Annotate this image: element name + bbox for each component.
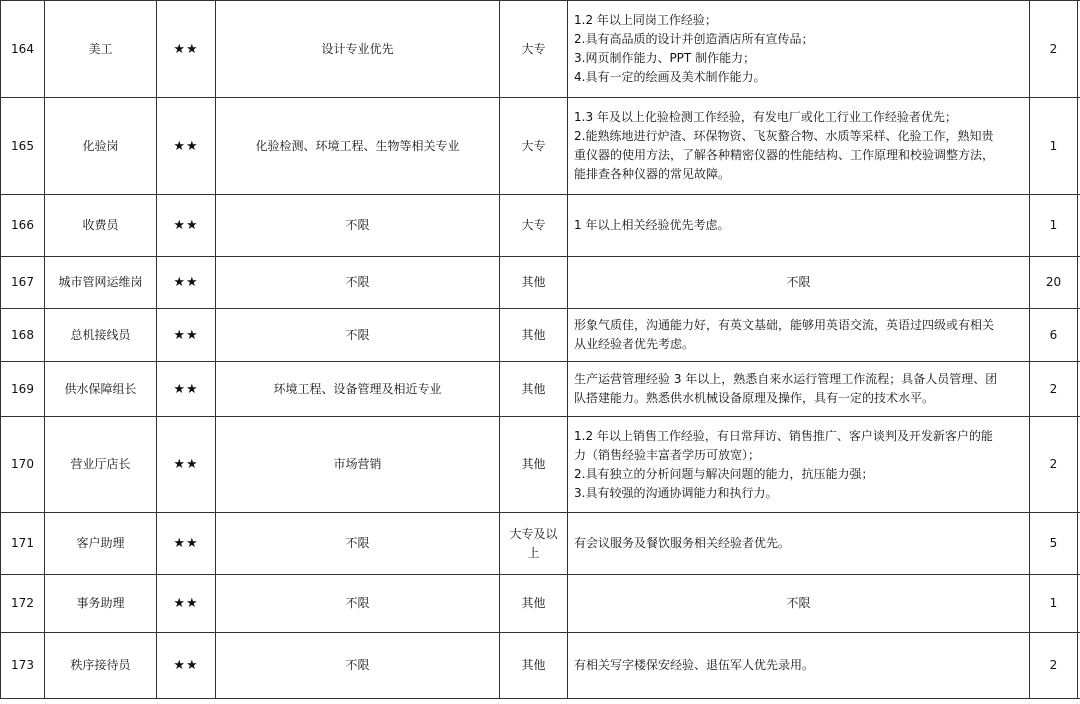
position-cell: 营业厅店长 bbox=[45, 417, 157, 513]
requirements-cell bbox=[568, 513, 1030, 575]
education-cell: 大专 bbox=[500, 195, 568, 257]
table-row bbox=[1, 309, 1080, 362]
job-table-body bbox=[1, 1, 1080, 699]
requirement-line: 1.3 年及以上化验检测工作经验，有发电厂或化工行业工作经验者优先； bbox=[574, 110, 957, 124]
requirements-cell bbox=[568, 1, 1030, 98]
row-id-cell: 171 bbox=[1, 513, 45, 575]
row-id-cell: 167 bbox=[1, 257, 45, 309]
requirement-line: 1 年以上相关经验优先考虑。 bbox=[574, 218, 730, 232]
requirement-line: 不限 bbox=[786, 596, 811, 610]
position-cell: 供水保障组长 bbox=[45, 362, 157, 417]
requirements-cell bbox=[568, 362, 1030, 417]
headcount-cell: 1 bbox=[1030, 575, 1078, 633]
requirement-line: 3.网页制作能力、PPT 制作能力； bbox=[574, 51, 756, 65]
row-id-cell: 170 bbox=[1, 417, 45, 513]
headcount-cell: 1 bbox=[1030, 195, 1078, 257]
headcount-cell: 6 bbox=[1030, 309, 1078, 362]
table-row bbox=[1, 1, 1080, 98]
rating-stars-cell: ★★ bbox=[157, 575, 216, 633]
education-cell: 其他 bbox=[500, 575, 568, 633]
requirements-cell bbox=[568, 633, 1030, 699]
headcount-cell: 2 bbox=[1030, 1, 1078, 98]
education-cell: 其他 bbox=[500, 257, 568, 309]
headcount-cell: 2 bbox=[1030, 633, 1078, 699]
row-id-cell: 165 bbox=[1, 98, 45, 195]
rating-stars-cell: ★★ bbox=[157, 257, 216, 309]
position-cell: 收费员 bbox=[45, 195, 157, 257]
headcount-cell: 5 bbox=[1030, 513, 1078, 575]
row-id-cell: 169 bbox=[1, 362, 45, 417]
requirement-line: 2.具有高品质的设计并创造酒店所有宣传品； bbox=[574, 32, 814, 46]
major-cell: 不限 bbox=[216, 633, 500, 699]
position-cell: 总机接线员 bbox=[45, 309, 157, 362]
headcount-cell: 20 bbox=[1030, 257, 1078, 309]
major-cell: 化验检测、环境工程、生物等相关专业 bbox=[216, 98, 500, 195]
requirements-cell bbox=[568, 195, 1030, 257]
major-cell: 不限 bbox=[216, 195, 500, 257]
requirement-line: 力（销售经验丰富者学历可放宽）； bbox=[574, 447, 761, 462]
requirement-line: 1.2 年以上销售工作经验，有日常拜访、销售推广、客户谈判及开发新客户的能 bbox=[574, 428, 993, 443]
major-cell: 不限 bbox=[216, 513, 500, 575]
headcount-cell: 2 bbox=[1030, 362, 1078, 417]
position-cell: 城市管网运维岗 bbox=[45, 257, 157, 309]
row-id-cell: 172 bbox=[1, 575, 45, 633]
requirement-line: 2.能熟练地进行炉渣、环保物资、飞灰螯合物、水质等采样、化验工作，熟知贵 bbox=[574, 129, 994, 143]
rating-stars-cell: ★★ bbox=[157, 513, 216, 575]
major-cell: 不限 bbox=[216, 309, 500, 362]
requirements-cell bbox=[568, 575, 1030, 633]
requirement-line: 队搭建能力。熟悉供水机械设备原理及操作，具有一定的技术水平。 bbox=[574, 391, 935, 405]
requirement-line: 重仪器的使用方法，了解各种精密仪器的性能结构、工作原理和校验调整方法， bbox=[574, 148, 995, 162]
major-cell: 不限 bbox=[216, 257, 500, 309]
major-cell: 设计专业优先 bbox=[216, 1, 500, 98]
table-row bbox=[1, 195, 1080, 257]
requirement-line: 有相关写字楼保安经验、退伍军人优先录用。 bbox=[574, 658, 815, 672]
requirements-cell bbox=[568, 309, 1030, 362]
rating-stars-cell: ★★ bbox=[157, 98, 216, 195]
rating-stars-cell: ★★ bbox=[157, 362, 216, 417]
headcount-cell: 1 bbox=[1030, 98, 1078, 195]
position-cell: 客户助理 bbox=[45, 513, 157, 575]
rating-stars-cell: ★★ bbox=[157, 633, 216, 699]
education-cell: 大专及以上 bbox=[500, 513, 568, 575]
rating-stars-cell: ★★ bbox=[157, 195, 216, 257]
row-id-cell: 164 bbox=[1, 1, 45, 98]
table-row bbox=[1, 513, 1080, 575]
rating-stars-cell: ★★ bbox=[157, 309, 216, 362]
rating-stars-cell: ★★ bbox=[157, 417, 216, 513]
education-cell: 其他 bbox=[500, 309, 568, 362]
table-row bbox=[1, 417, 1080, 513]
education-cell: 其他 bbox=[500, 633, 568, 699]
table-row bbox=[1, 575, 1080, 633]
table-row bbox=[1, 362, 1080, 417]
requirements-cell bbox=[568, 417, 1030, 513]
requirement-line: 生产运营管理经验 3 年以上，熟悉自来水运行管理工作流程；具备人员管理、团 bbox=[574, 372, 998, 386]
requirements-cell bbox=[568, 98, 1030, 195]
major-cell: 不限 bbox=[216, 575, 500, 633]
requirement-line: 形象气质佳，沟通能力好，有英文基础，能够用英语交流，英语过四级或有相关 bbox=[574, 318, 995, 332]
table-row bbox=[1, 257, 1080, 309]
requirement-line: 有会议服务及餐饮服务相关经验者优先。 bbox=[574, 536, 791, 550]
education-cell: 其他 bbox=[500, 362, 568, 417]
requirement-line: 不限 bbox=[786, 275, 811, 289]
education-cell: 大专 bbox=[500, 98, 568, 195]
table-row bbox=[1, 98, 1080, 195]
position-cell: 秩序接待员 bbox=[45, 633, 157, 699]
requirement-line: 2.具有独立的分析问题与解决问题的能力，抗压能力强； bbox=[574, 466, 874, 481]
headcount-cell: 2 bbox=[1030, 417, 1078, 513]
requirement-line: 4.具有一定的绘画及美术制作能力。 bbox=[574, 70, 766, 84]
row-id-cell: 166 bbox=[1, 195, 45, 257]
row-id-cell: 173 bbox=[1, 633, 45, 699]
education-cell: 其他 bbox=[500, 417, 568, 513]
education-cell: 大专 bbox=[500, 1, 568, 98]
requirement-line: 3.具有较强的沟通协调能力和执行力。 bbox=[574, 485, 778, 500]
position-cell: 美工 bbox=[45, 1, 157, 98]
requirements-cell bbox=[568, 257, 1030, 309]
major-cell: 环境工程、设备管理及相近专业 bbox=[216, 362, 500, 417]
requirement-line: 能排查各种仪器的常见故障。 bbox=[574, 167, 731, 181]
rating-stars-cell: ★★ bbox=[157, 1, 216, 98]
major-cell: 市场营销 bbox=[216, 417, 500, 513]
requirement-line: 1.2 年以上同岗工作经验； bbox=[574, 13, 717, 27]
requirement-line: 从业经验者优先考虑。 bbox=[574, 337, 695, 351]
position-cell: 化验岗 bbox=[45, 98, 157, 195]
table-row bbox=[1, 633, 1080, 699]
row-id-cell: 168 bbox=[1, 309, 45, 362]
position-cell: 事务助理 bbox=[45, 575, 157, 633]
